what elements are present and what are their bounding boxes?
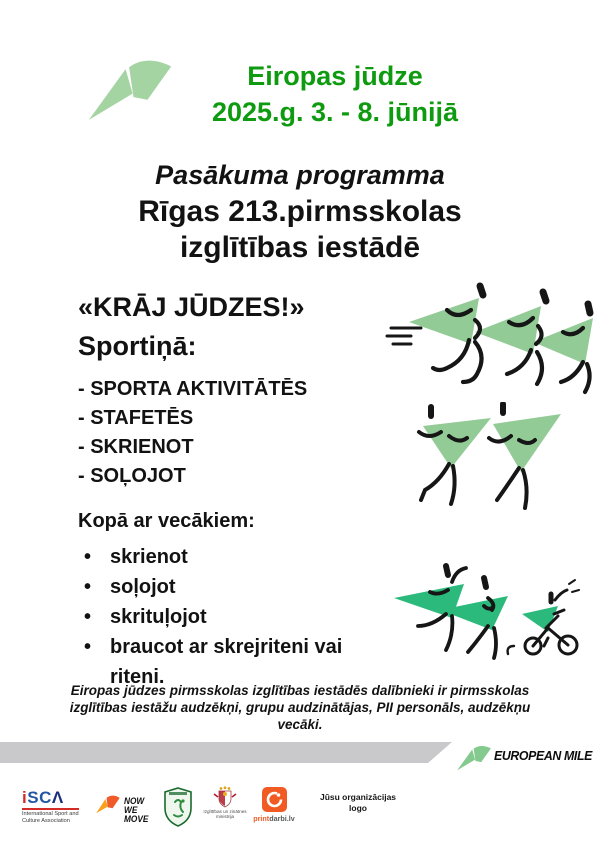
family-scooter-bike-illustration [388, 554, 593, 664]
parents-section [78, 508, 358, 692]
now-we-move-arrow-icon [94, 793, 121, 817]
list-item: • braucot ar skrejriteni vai riteni. [78, 632, 358, 692]
program-title: Pasākuma programma [155, 160, 445, 190]
school-name-line2: izglītības iestādē [179, 231, 421, 264]
organization-logo-placeholder: Jūsu organizācijas logo [319, 792, 397, 813]
sports-federation-shield-icon [163, 787, 193, 827]
list-item: - STAFETĒS [78, 407, 194, 429]
isca-logo [22, 789, 92, 827]
list-item: • skrituļojot [78, 602, 358, 632]
runners-illustration [383, 278, 595, 398]
list-item: - SKRIENOT [78, 436, 194, 458]
printdarbi-wordmark: printdarbi.lv [253, 814, 295, 823]
school-name-line1: Rīgas 213.pirmsskolas [138, 195, 462, 228]
european-mile-label: EUROPEAN MILE [494, 748, 592, 763]
latvia-coat-of-arms-icon [210, 786, 240, 808]
walkers-illustration [393, 402, 593, 512]
sports-heading-line2: Sportiņā: [78, 331, 197, 361]
sports-section [78, 288, 388, 491]
event-title-line1: Eiropas jūdze [247, 61, 423, 91]
participants-note: Eiropas jūdzes pirmsskolas izglītības iestādēs dalībnieki ir pirmsskolas izglītības iestāžu audzēkņi, grupu audzinātājas, PII personāls, audzēkņu vecāki. [69, 683, 531, 732]
isca-subtext: International Sport and Culture Association [22, 808, 79, 825]
sports-heading [78, 288, 388, 366]
sports-list [78, 375, 388, 491]
ministry-name: Izglītības un zinātnes ministrija [203, 809, 247, 820]
list-item: • soļojot [78, 572, 358, 602]
list-item: - SPORTA AKTIVITĀTĒS [78, 378, 308, 400]
european-mile-arrow-icon [456, 737, 492, 780]
school-name [0, 194, 600, 266]
ministry-logo [199, 786, 251, 820]
sports-heading-line1: «KRĀJ JŪDZES!» [78, 292, 305, 322]
parents-list [78, 542, 358, 692]
printdarbi-logo [251, 787, 297, 823]
event-title-line2: 2025.g. 3. - 8. jūnijā [211, 97, 459, 127]
now-we-move-wordmark: NOW WE MOVE [124, 796, 149, 824]
now-we-move-logo [94, 793, 164, 824]
parents-heading: Kopā ar vecākiem: [78, 510, 255, 532]
list-item: - SOĻOJOT [78, 465, 186, 487]
banner-bar [0, 742, 452, 763]
printdarbi-swirl-icon [262, 787, 287, 812]
isca-wordmark: iSCΛ [22, 788, 64, 807]
event-title [150, 58, 520, 130]
list-item: • skrienot [78, 542, 358, 572]
